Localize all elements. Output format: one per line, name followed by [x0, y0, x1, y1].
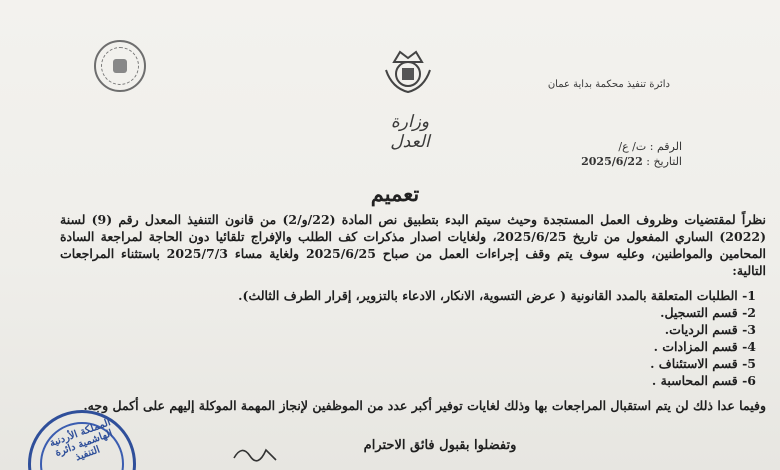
reference-line: الرقم : ت/ ع/	[618, 140, 682, 153]
list-item: 3- قسم الرديات.	[664, 322, 756, 337]
exceptions-list	[60, 287, 766, 389]
date-value: 2025/6/22	[581, 155, 643, 168]
seal-center-mark	[113, 59, 127, 73]
reference-label: الرقم	[656, 140, 682, 153]
intro-paragraph: نظراً لمقتضيات وظروف العمل المستجدة وحيث سيتم البدء بتطبيق نص المادة (22/و/2) من قانون التنفيذ المعدل رقم (9) لسنة (2022) الساري المفعول من تاريخ 2025/6/25، ولغايات اصدار مذكرات كف الطلب والإفراج تلقائيا دون الحاجة لمراجعة السادة المحامين والمواطنين، وعليه سوف يتم وقف إجراءات العمل من صباح 2025/6/25 ولغاية مساء 2025/7/3 باستثناء المراجعات التالية:	[60, 212, 767, 278]
list-item: 6- قسم المحاسبة .	[651, 373, 756, 388]
list-item: 5- قسم الاستئناف .	[650, 356, 756, 371]
reference-number: ت/ ع/	[618, 140, 647, 153]
regards-line: وتفضلوا بقبول فائق الاحترام	[363, 438, 517, 453]
document-body	[60, 211, 766, 414]
official-stamp	[28, 410, 136, 470]
closing-paragraph: وفيما عدا ذلك لن يتم استقبال المراجعات بها وذلك لغايات توفير أكبر عدد من الموظفين لإنجاز المهمة الموكلة إليهم على أكمل وجه.	[83, 398, 766, 413]
date-line: التاريخ : 2025/6/22	[581, 155, 682, 168]
list-item: 1- الطلبات المتعلقة بالمدد القانونية ( عرض التسوية، الانكار، الادعاء بالتزوير، إقرار الطرف الثالث).	[238, 288, 756, 303]
ministry-name: وزارة العدل	[390, 112, 430, 152]
court-unit: دائرة تنفيذ محكمة بداية عمان	[547, 79, 670, 90]
date-label: التاريخ	[653, 155, 682, 168]
list-item: 2- قسم التسجيل.	[660, 305, 756, 320]
stamp-text: المملكة الأردنية الهاشمية دائرة التنفيذ	[48, 417, 115, 464]
document-title: تعميم	[370, 181, 420, 206]
coat-of-arms-emblem	[380, 44, 436, 96]
signature-mark	[232, 440, 278, 464]
list-item: 4- قسم المزادات .	[653, 339, 756, 354]
watermark-seal	[94, 40, 146, 92]
reference-block	[576, 139, 682, 169]
